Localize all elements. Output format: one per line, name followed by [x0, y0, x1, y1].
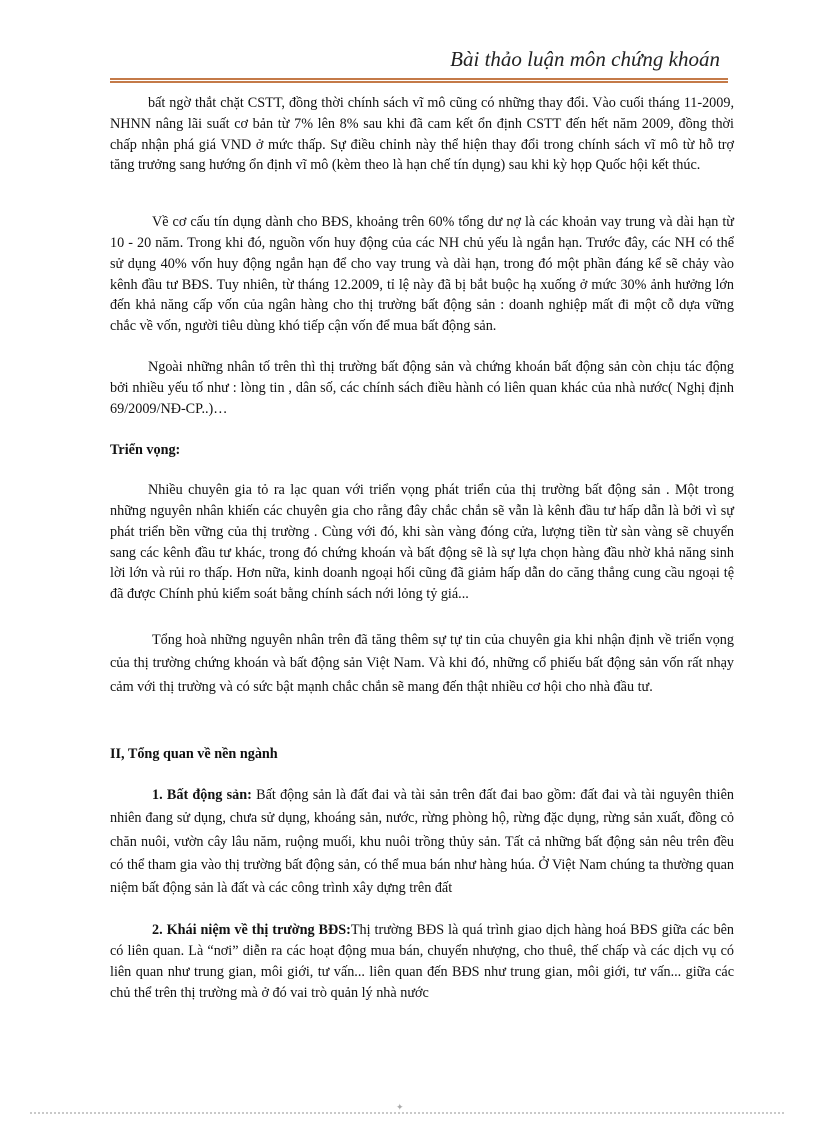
paragraph-other-factors: Ngoài những nhân tố trên thì thị trường bất động sản và chứng khoán bất động sản còn chịu tác động bởi nhiều yếu tố như : lòng tin , dân số, các chính sách điều hành có liên quan khác của nhà nước( Nghị định 69/2009/NĐ-CP..)…	[110, 358, 734, 417]
header-rule	[110, 78, 728, 83]
label-real-estate: 1. Bất động sản:	[152, 787, 252, 804]
paragraph-summary: Tổng hoà những nguyên nhân trên đã tăng thêm sự tự tin của chuyên gia khi nhận định về triển vọng của thị trường chứng khoán và bất động sản Việt Nam. Và khi đó, những cổ phiếu bất động sản vốn rất nhạy cảm với thị trường và có sức bật mạnh chắc chắn sẽ mang đến thật nhiều cơ hội cho nhà đầu tư.	[110, 631, 734, 695]
page-header-title: Bài thảo luận môn chứng khoán	[450, 47, 720, 71]
paragraph-market-concept	[110, 920, 734, 1003]
footer-rule	[30, 1112, 786, 1114]
paragraph-real-estate	[110, 784, 734, 900]
paragraph-outlook: Nhiều chuyên gia tỏ ra lạc quan với triển vọng phát triển của thị trường bất động sản . Một trong những nguyên nhân khiến các chuyên gia cho rằng đây chắc chắn sẽ vẫn là kênh đầu tư hấp dẫn là bởi vì sự phát triển bền vững của thị trường . Cùng với đó, khi sàn vàng đóng cửa, lượng tiền từ sàn vàng sẽ chuyển sang các kênh đầu tư khác, trong đó chứng khoán và bất động sẽ là sự lựa chọn hàng đầu nhờ khả năng sinh lời lớn và rủi ro thấp. Hơn nữa, kinh doanh ngoại hối cũng đã giảm hấp dẫn do căng thẳng cung cầu ngoại tệ đã được Chính phủ kiểm soát bằng chính sách nới lỏng tỷ giá...	[110, 482, 734, 603]
heading-outlook: Triển vọng:	[110, 442, 181, 459]
document-body	[110, 93, 734, 1003]
paragraph-monetary-policy: bất ngờ thắt chặt CSTT, đồng thời chính sách vĩ mô cũng có những thay đổi. Vào cuối tháng 11-2009, NHNN nâng lãi suất cơ bản từ 7% lên 8% sau khi đã cam kết ổn định CSTT đến hết năm 2009, đồng thời chấp nhận phá giá VND ở mức thấp. Sự điều chỉnh này thể hiện thay đổi trong chính sách vĩ mô từ hỗ trợ tăng trưởng sang hướng ổn định vĩ mô (kèm theo là hạn chế tín dụng) sau khi kỳ họp Quốc hội kết thúc.	[110, 95, 734, 174]
text-real-estate: Bất động sản là đất đai và tài sản trên đất đai bao gồm: đất đai và tài nguyên thiên nhiên đang sử dụng, chưa sử dụng, khoáng sản, nước, rừng phòng hộ, rừng đặc dụng, rừng sản xuất, đồng cỏ chăn nuôi, vườn cây lâu năm, ruộng muối, khu nuôi trồng thủy sản. Tất cả những bất động sản nêu trên đều có thể tham gia vào thị trường bất động sản, có thể mua bán như hàng húa. Ở Việt Nam chúng ta thường quan niệm bất động sản là đất và các công trình xây dựng trên đất	[110, 787, 734, 897]
heading-section-2: II, Tổng quan về nền ngành	[110, 746, 278, 763]
paragraph-credit-structure: Về cơ cấu tín dụng dành cho BĐS, khoảng trên 60% tổng dư nợ là các khoản vay trung và dài hạn từ 10 - 20 năm. Trong khi đó, nguồn vốn huy động của các NH chủ yếu là ngắn hạn. Trước đây, các NH có thể sử dụng 40% vốn huy động ngắn hạn để cho vay trung và dài hạn, trong đó một phần đáng kể sẽ chảy vào kênh đầu tư BĐS. Tuy nhiên, từ tháng 12.2009, tỉ lệ này đã bị bắt buộc hạ xuống ở mức 30% ảnh hưởng lớn đến khả năng cấp vốn của ngân hàng cho thị trường bất động sản : doanh nghiệp mất đi một cỗ dựa vững chắc về vốn, người tiêu dùng khó tiếp cận vốn để mua bất động sản.	[110, 214, 734, 335]
label-market-concept: 2. Khái niệm về thị trường BĐS:	[152, 922, 351, 939]
text-market-concept: Thị trường BĐS là quá trình giao dịch hàng hoá BĐS giữa các bên có liên quan. Là “nơi” diễn ra các hoạt động mua bán, chuyển nhượng, cho thuê, thế chấp và các dịch vụ có liên quan như trung gian, môi giới, tư vấn... liên quan đến BĐS như trung gian, môi giới, tư vấn... giữa các chủ thể trên thị trường mà ở đó vai trò quản lý nhà nước	[110, 922, 734, 1001]
footer-ornament: ✦	[396, 1102, 404, 1112]
